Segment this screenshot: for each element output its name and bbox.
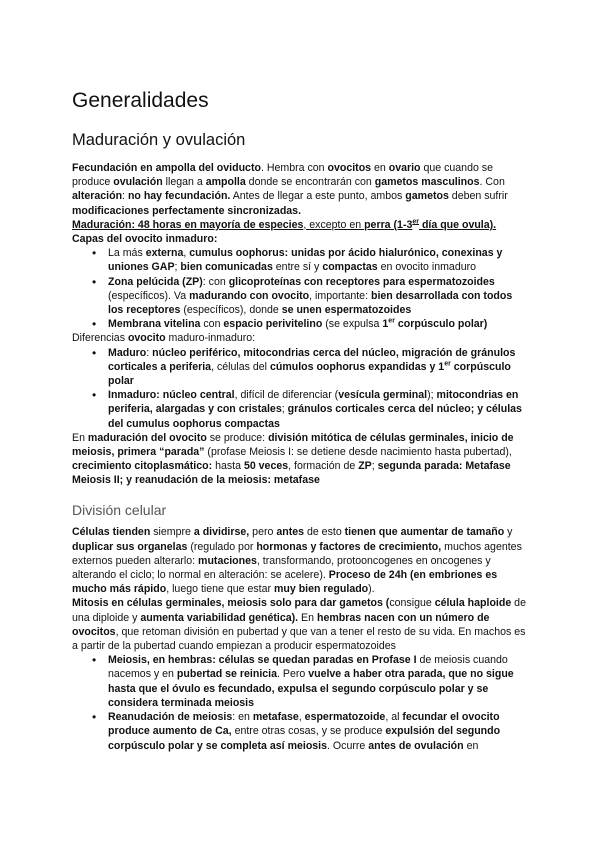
text-run: se unen espermatozoides — [281, 304, 412, 317]
text-run: bien comunicadas — [180, 261, 273, 274]
page-title: Generalidades — [72, 89, 209, 112]
text-run: y — [504, 526, 513, 539]
text-run: vesícula germinal — [338, 389, 428, 402]
text-run: Inmaduro: núcleo central — [108, 389, 235, 402]
bullet-list — [72, 246, 530, 331]
text-run: aumenta variabilidad genética). — [140, 611, 299, 624]
text-run: pero — [249, 526, 277, 539]
text-run: maduro-inmaduro: — [165, 332, 256, 345]
text-run: compactas — [322, 261, 378, 274]
text-run: expulsión del segundo corpúsculo polar y se completa así meiosis — [108, 725, 501, 752]
text-run: (se expulsa — [322, 318, 383, 331]
text-run: , formación de — [288, 460, 359, 473]
text-run: Células tienden — [72, 526, 151, 539]
text-run: perra (1-3 — [364, 218, 413, 231]
text-run: día que ovula). — [419, 218, 497, 231]
text-run: fecundar el ovocito produce aumento de Ca, — [108, 711, 500, 738]
text-run: núcleo periférico, mitocondrias cerca del núcleo, migración de gránulos corticales a periferia — [108, 346, 516, 373]
text-run: ); — [427, 389, 437, 402]
list-item — [108, 346, 530, 389]
text-run: Reanudación de meiosis — [108, 711, 233, 724]
text-run: no hay fecundación. — [127, 190, 231, 203]
text-run: maduración del ovocito — [87, 431, 207, 444]
paragraph — [72, 596, 530, 653]
text-run: en — [371, 161, 389, 174]
paragraph — [72, 218, 530, 232]
text-run: ; — [174, 261, 181, 274]
text-run: La más — [108, 247, 146, 260]
text-run: ovocito — [127, 332, 166, 345]
text-run: pubertad se reinicia — [176, 668, 277, 681]
text-run: de esto — [304, 526, 345, 539]
text-run: , — [183, 247, 190, 260]
text-run: . Pero — [277, 668, 309, 681]
text-run: hormonas y factores de crecimiento, — [256, 540, 442, 553]
text-run: ovocitos — [327, 161, 372, 174]
text-run: gránulos corticales cerca del núcleo; y células del cumulus oophorus compactas — [108, 403, 522, 430]
list-item — [108, 275, 530, 318]
list-item — [108, 653, 530, 710]
list-item — [108, 710, 530, 753]
text-run: , importante: — [309, 289, 371, 302]
text-run: duplicar sus organelas — [72, 540, 188, 553]
text-run: . Hembra con — [260, 161, 328, 174]
text-run: , al — [385, 711, 403, 724]
text-run: Maduración: 48 horas en mayoría de especies — [72, 218, 304, 231]
text-run: donde se encontrarán con — [245, 176, 375, 189]
paragraph — [72, 525, 530, 596]
text-run: ; — [371, 460, 378, 473]
text-run: en — [463, 739, 479, 752]
text-run: muy bien regulado — [273, 583, 369, 596]
text-run: gametos masculinos — [374, 176, 480, 189]
list-item — [108, 246, 530, 274]
text-run: hasta — [212, 460, 244, 473]
text-run: (específicos), donde — [180, 304, 282, 317]
text-run: , luego tiene que estar — [166, 583, 274, 596]
text-run: ampolla — [205, 176, 246, 189]
text-run: (regulado por — [187, 540, 257, 553]
bullet-list — [72, 346, 530, 431]
section-heading-maduracion: Maduración y ovulación — [72, 131, 246, 150]
text-run: 50 veces — [243, 460, 289, 473]
text-run: ovario — [388, 161, 421, 174]
text-run: ovulación — [113, 176, 163, 189]
text-run: , — [298, 711, 305, 724]
text-run: corpúsculo polar) — [394, 318, 488, 331]
text-run: mutaciones — [198, 554, 257, 567]
text-run: cúmulos oophorus expandidas y 1 — [269, 360, 445, 373]
text-run: alteración — [72, 190, 123, 203]
text-run: Membrana vitelina — [108, 318, 201, 331]
text-run: división mitótica de células germinales, inicio de meiosis, primera “parada” — [72, 431, 514, 459]
text-run: externa — [145, 247, 184, 260]
text-run: : — [146, 346, 153, 359]
paragraph — [72, 161, 530, 218]
text-run: Meiosis, en hembras: células se quedan paradas en Profase I — [108, 654, 417, 667]
text-run: Fecundación en ampolla del oviducto — [72, 161, 261, 174]
list-item — [108, 388, 530, 431]
text-run: célula haploide — [434, 597, 512, 610]
text-run: Maduro — [108, 346, 147, 359]
text-run: que cuando se produce — [72, 161, 493, 189]
text-run: : en — [232, 711, 253, 724]
text-run: con — [200, 318, 224, 331]
text-run: metafase — [252, 711, 299, 724]
text-run: er — [388, 317, 395, 325]
text-run: (específicos). Va — [108, 289, 190, 302]
text-run: glicoproteínas con receptores para espermatozoides — [228, 275, 495, 288]
text-run: mitocondrias en periferia, alargadas y con cristales — [108, 389, 519, 416]
text-run: muchos agentes externos pueden alterarlo: — [72, 540, 522, 567]
text-run: segunda parada: Metafase Meiosis II; y reanudación de la meiosis: metafase — [72, 460, 511, 487]
text-run: madurando con ovocito — [189, 289, 310, 302]
text-run: : con — [202, 275, 229, 288]
text-run: ; — [281, 403, 288, 416]
text-run: entre sí y — [272, 261, 323, 274]
paragraph — [72, 431, 530, 488]
text-run: consigue — [389, 597, 435, 610]
bullet-list — [72, 653, 530, 752]
text-run: , difícil de diferenciar ( — [234, 389, 339, 402]
text-run: gametos — [405, 190, 449, 203]
text-run: espermatozoide — [304, 711, 386, 724]
text-run: Proceso de 24h (en embriones es mucho más rápido — [72, 569, 498, 596]
text-run: cumulus oophorus: unidas por ácido hialurónico, conexinas y uniones GAP — [108, 247, 503, 274]
text-run: vuelve a haber otra parada, que no sigue hasta que el óvulo es fecundado, expulsa el segundo corpúsculo polar y se considera terminada meiosis — [108, 668, 514, 709]
text-run: En — [298, 611, 317, 624]
text-run: a dividirse, — [193, 526, 250, 539]
text-run: corpúsculo polar — [108, 360, 511, 388]
text-run: Mitosis en células germinales, meiosis solo para dar gametos ( — [72, 597, 390, 610]
text-run: ZP — [358, 460, 372, 473]
text-run: entre otras cosas, y se produce — [231, 725, 386, 738]
text-run: , excepto en — [303, 218, 365, 231]
text-run: crecimiento citoplasmático: — [72, 460, 213, 473]
paragraph — [72, 232, 530, 246]
text-run: se produce: — [206, 431, 269, 444]
paragraph — [72, 331, 530, 345]
text-run: deben sufrir — [448, 190, 508, 203]
text-run: Zona pelúcida (ZP) — [108, 275, 203, 288]
text-run: siempre — [150, 526, 194, 539]
text-run: antes — [276, 526, 305, 539]
text-run: , células del — [211, 360, 270, 373]
text-run: bien desarrollada con todos los receptores — [108, 289, 513, 317]
text-run: . Ocurre — [327, 739, 369, 752]
text-run: antes de ovulación — [368, 739, 464, 752]
text-run: Antes de llegar a este punto, ambos — [230, 190, 406, 203]
text-run: : — [122, 190, 128, 203]
text-run: llegan a — [162, 176, 206, 189]
text-run: , transformando, protooncogenes en oncogenes y alterando el ciclo; lo normal en alteración: se acelere). — [72, 554, 491, 582]
text-run: er — [412, 218, 419, 226]
section-heading-division: División celular — [72, 501, 167, 518]
text-run: , que retoman división en pubertad y que van a tener el resto de su vida. En machos es a partir de la pubertad cuando empiezan a producir espermatozoides — [72, 625, 526, 653]
text-run: modificaciones perfectamente sincronizadas. — [72, 204, 302, 217]
text-run: . Con — [479, 176, 505, 189]
text-run: de una diploide y — [72, 597, 526, 624]
text-run: en ovocito inmaduro — [377, 261, 477, 274]
text-run: er — [444, 360, 451, 368]
text-run: hembras nacen con un número de ovocitos — [72, 611, 490, 638]
text-run: de meiosis cuando nacemos y en — [108, 654, 508, 681]
text-run: (profase Meiosis I: se detiene desde nacimiento hasta pubertad), — [204, 446, 512, 459]
text-run: 1 — [382, 318, 389, 331]
text-run: Capas del ovocito inmaduro: — [72, 233, 218, 245]
text-run: tienen que aumentar de tamaño — [344, 526, 505, 539]
text-run: En — [72, 431, 88, 444]
list-item — [108, 317, 530, 331]
text-run: ). — [368, 583, 375, 596]
text-run: Diferencias — [72, 332, 128, 345]
text-run: espacio perivitelino — [223, 318, 323, 331]
